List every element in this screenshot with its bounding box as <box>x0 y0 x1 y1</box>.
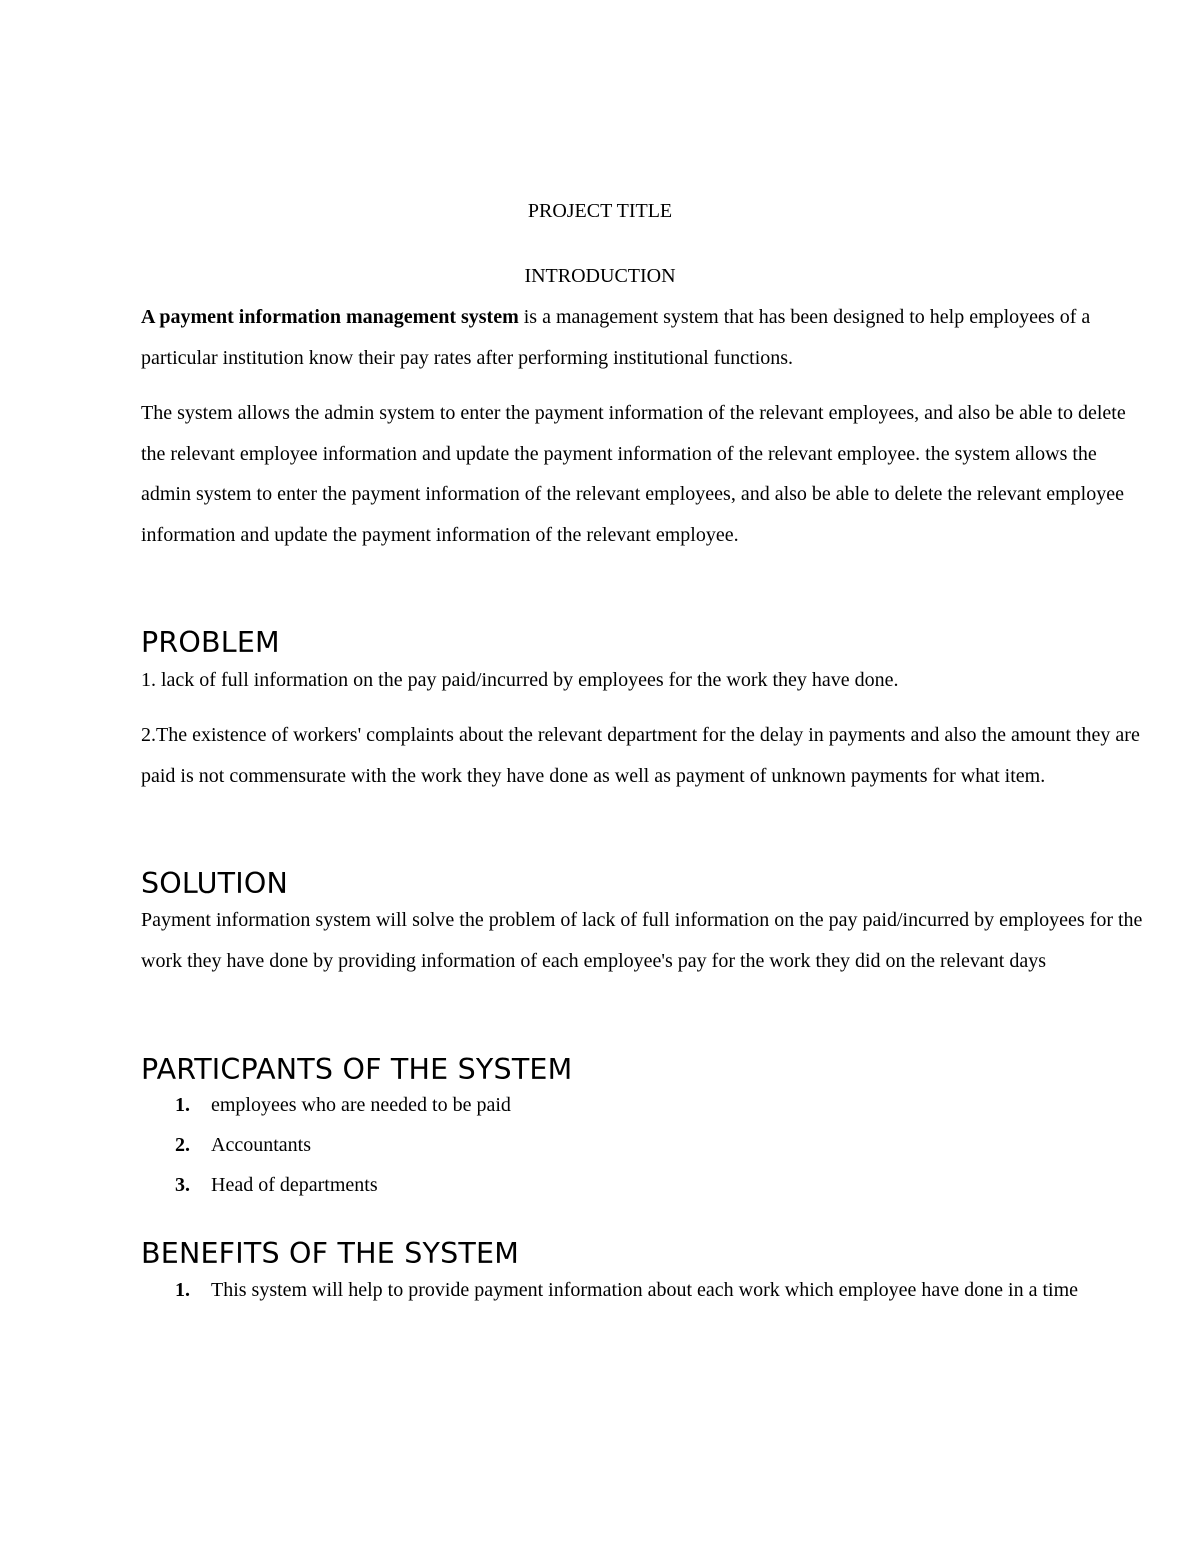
list-number: 2. <box>175 1134 190 1156</box>
participant-item <box>175 1125 1155 1166</box>
participant-item <box>175 1085 1155 1126</box>
list-text: Accountants <box>211 1134 311 1156</box>
intro-bold-lead: A payment information management system <box>141 306 519 328</box>
list-text: Head of departments <box>211 1174 378 1196</box>
benefits-heading: BENEFITS OF THE SYSTEM <box>141 1237 520 1270</box>
intro-paragraph <box>141 297 1151 378</box>
list-number: 1. <box>175 1094 190 1116</box>
list-number: 3. <box>175 1174 190 1196</box>
problem-item-2: 2.The existence of workers' complaints about the relevant department for the delay in payments and also the amount they are paid is not commensurate with the work they have done as well as payment of unknown payments for what item. <box>141 724 1140 787</box>
intro-rest: is a management system that has been designed to help employees of a particular institution know their pay rates after performing institutional functions. <box>141 306 1091 369</box>
system-paragraph: The system allows the admin system to enter the payment information of the relevant employees, and also be able to delete the relevant employee information and update the payment information of the relevant employee. the system allows the admin system to enter the payment information of the relevant employees, and also be able to delete the relevant employee information and update the payment information of the relevant employee. <box>141 402 1126 546</box>
list-text: employees who are needed to be paid <box>211 1094 511 1116</box>
list-text: This system will help to provide payment information about each work which employee have done in a time <box>211 1279 1079 1301</box>
participant-item <box>175 1165 1155 1206</box>
problem-item-1: 1. lack of full information on the pay paid/incurred by employees for the work they have done. <box>141 669 899 691</box>
solution-paragraph: Payment information system will solve the problem of lack of full information on the pay paid/incurred by employees for the work they have done by providing information of each employee's pay for the work they did on the relevant days <box>141 909 1143 972</box>
solution-heading: SOLUTION <box>141 867 289 900</box>
list-number: 1. <box>175 1279 190 1301</box>
project-title: PROJECT TITLE <box>527 200 673 222</box>
benefit-item <box>175 1270 1155 1311</box>
participants-heading: PARTICPANTS OF THE SYSTEM <box>141 1053 573 1086</box>
introduction-label: INTRODUCTION <box>524 265 676 287</box>
problem-heading: PROBLEM <box>141 626 280 659</box>
